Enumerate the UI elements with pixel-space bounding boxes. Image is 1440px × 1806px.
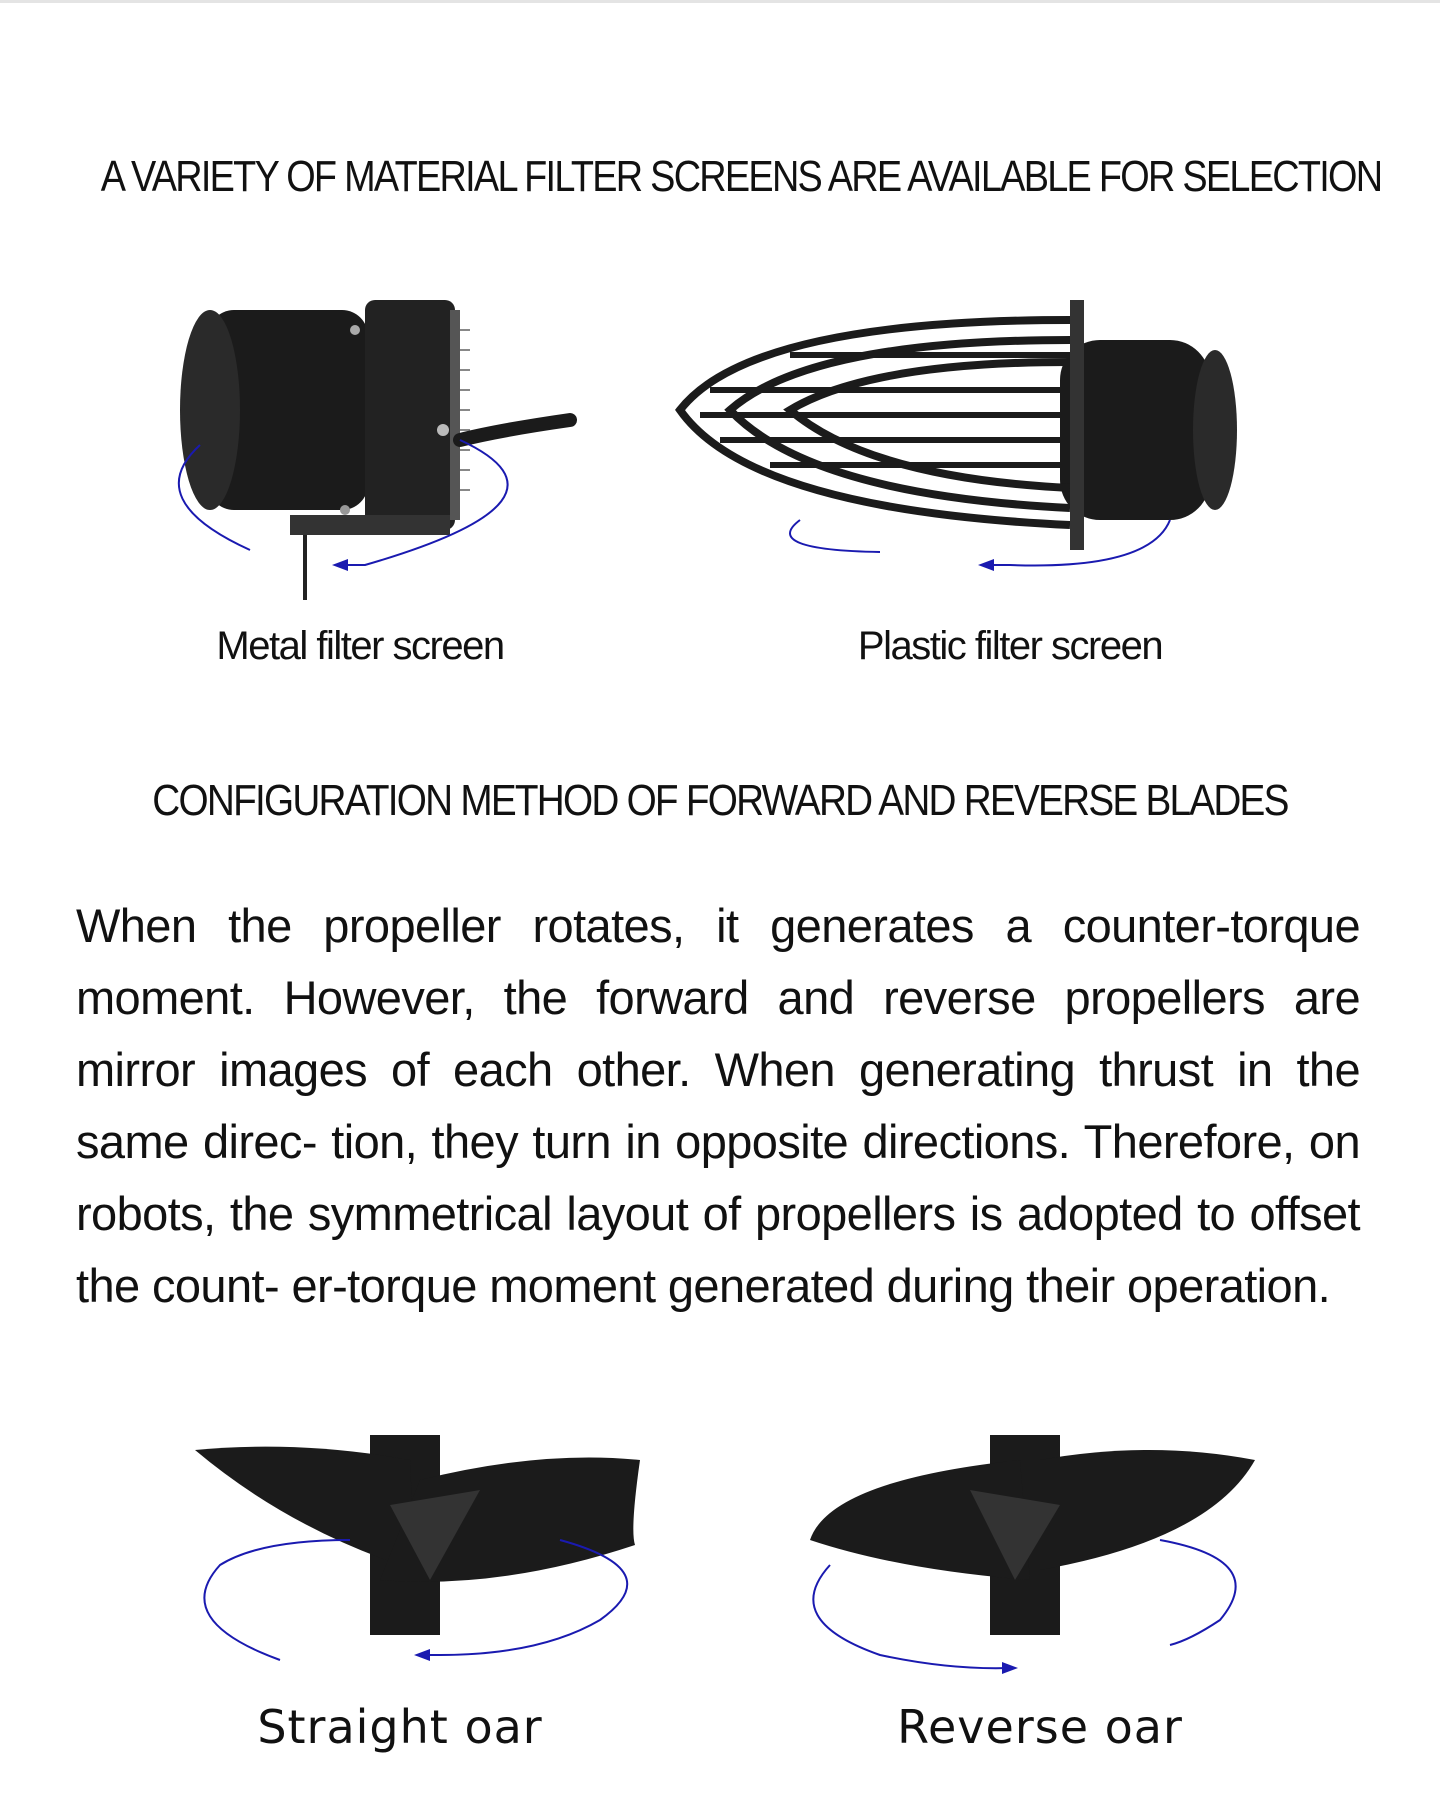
caption-straight-oar: Straight oar [257,1700,543,1754]
section-heading-filter-screens: A VARIETY OF MATERIAL FILTER SCREENS ARE AVAILABLE FOR SELECTION [100,152,1382,201]
straight-propeller-image [180,1420,660,1710]
thruster-plastic-screen-image [670,280,1270,580]
thruster-metal-screen-image [170,270,600,610]
caption-metal-filter-screen: Metal filter screen [216,624,504,668]
caption-reverse-oar: Reverse oar [897,1700,1183,1754]
reverse-propeller-image [790,1420,1270,1710]
top-divider [0,0,1440,3]
blade-configuration-paragraph: When the propeller rotates, it generates a counter-torque moment. However, the forward and reverse propellers are mirror images of each other. When generating thrust in the same direc- tion, they turn in opposite directions. Therefore, on robots, the symmetrical layout of propellers is adopted to offset the count- er-torque moment generated during their operation. [76,899,1360,1312]
section-heading-blade-configuration: CONFIGURATION METHOD OF FORWARD AND REVERSE BLADES [152,776,1288,825]
caption-plastic-filter-screen: Plastic filter screen [857,624,1163,668]
